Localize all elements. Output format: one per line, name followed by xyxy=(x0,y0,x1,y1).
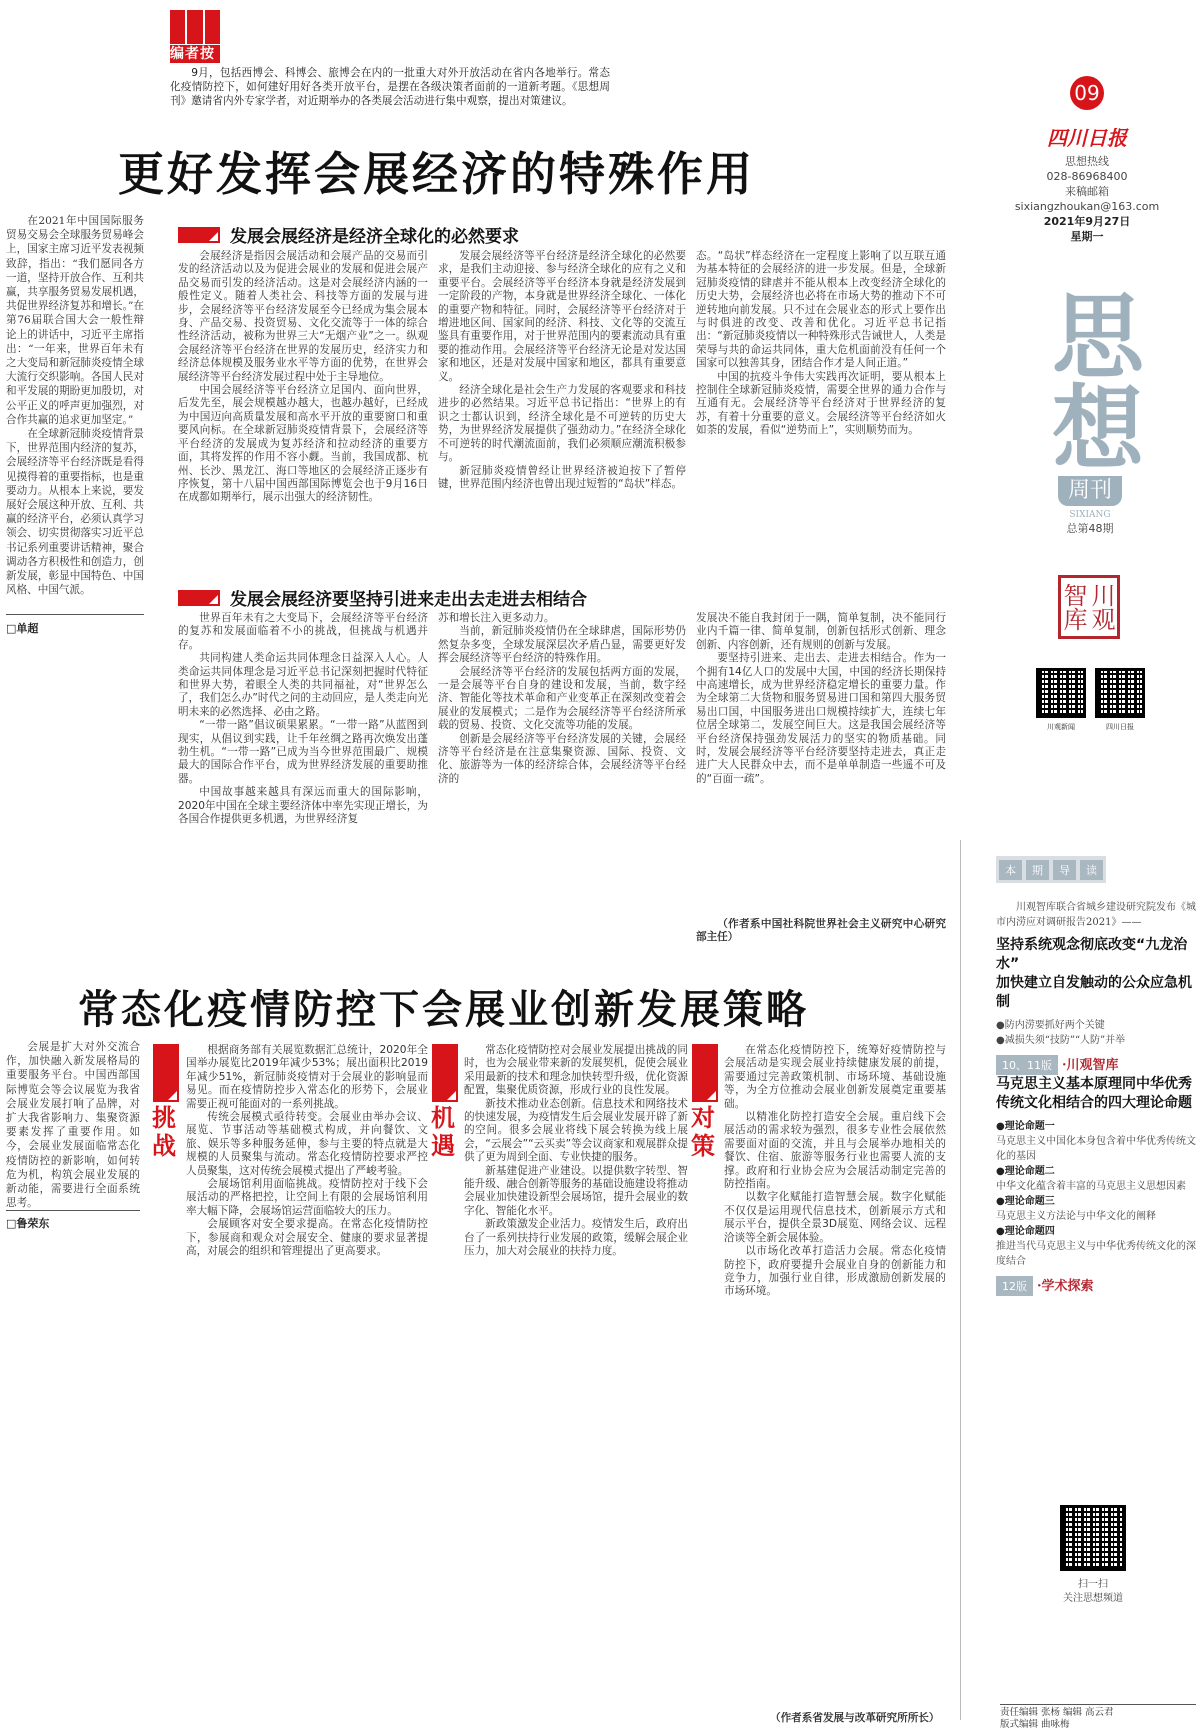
point-label: ●理论命题四 xyxy=(996,1226,1055,1237)
heading-marker xyxy=(178,590,220,606)
bullet: ●防内涝要抓好两个关键 xyxy=(996,1020,1105,1031)
point-text: 推进当代马克思主义与中华优秀传统文化的深度结合 xyxy=(996,1241,1196,1267)
intro-paragraph: 在2021年中国国际服务贸易交易会全球服务贸易峰会上，国家主席习近平发表视频致辞，指出：“我们愿同各方一道，坚持开放合作、互利共赢，共享服务贸易发展机遇，共促世界经济复苏和增长。”在第76届联合国大会一般性辩论上的讲话中，习近平主席指出：“一年来，世界百年未有之大变局和新冠肺炎疫情全球大流行交织影响。各国人民对和平发展的期盼更加殷切，对公平正义的呼声更加强烈，对合作共赢的追求更加坚定。” xyxy=(6,215,144,426)
opportunity-column xyxy=(464,1044,688,1694)
paragraph: 新技术推动业态创新。信息技术和网络技术的快速发展，为疫情发生后会展业发展开辟了新的空间。很多会展业将线下展会转换为线上展会，“云展会”“云买卖”等会议商家和观展群众提供了更为周到全面、专业快捷的服务。 xyxy=(464,1097,688,1164)
column-logo xyxy=(1035,280,1145,536)
section2-col1 xyxy=(178,612,428,938)
section1-col3 xyxy=(696,250,946,580)
qr-label-2: 四川日报 xyxy=(1106,723,1134,731)
paragraph: “一带一路”倡议硕果累累。“一带一路”从蓝图到现实，从倡议到实践，让千年丝绸之路再次焕发出蓬勃生机。“一带一路”已成为当今世界范围最广、规模最大的国际合作平台，成为世界经济发展的重要助推器。 xyxy=(178,719,428,785)
editors-line: 版式编辑 曲咏梅 xyxy=(1000,1719,1070,1730)
article2-intro xyxy=(6,1040,140,1210)
article2-byline: （作者系省发展与改革研究所所长） xyxy=(770,1712,940,1724)
paragraph: 经济全球化是社会生产力发展的客观要求和科技进步的必然结果。习近平总书记指出：“世界上的有识之士都认识到，经济全球化是不可逆转的历史大势，为世界经济发展提供了强劲动力。”在经济全球化不可逆转的时代潮流面前，我们必须顺应潮流积极参与。 xyxy=(438,384,686,464)
guide-title-line: 坚持系统观念彻底改变“九龙治水” xyxy=(996,937,1188,972)
guide-char: 导 xyxy=(1053,860,1076,880)
page-badge: 12版 xyxy=(996,1276,1033,1296)
tag-opportunity: 机遇 xyxy=(431,1103,455,1160)
guide-char: 本 xyxy=(999,860,1022,880)
divider xyxy=(6,614,144,615)
paragraph: 会展经济等平台经济的发展包括两方面的发展，一是会展等平台自身的建设和发展，当前，数字经济、智能化等技术革命和产业变革正在深刻改变着会展业的发展模式；二是作为会展经济等平台经济所承载的贸易、投资、文化交流等功能的发展。 xyxy=(438,665,686,732)
qr-caption xyxy=(1040,1578,1146,1606)
point-text: 马克思主义中国化本身包含着中华优秀传统文化的基因 xyxy=(996,1136,1196,1162)
paragraph: 常态化疫情防控对会展业发展提出挑战的同时，也为会展业带来新的发展契机，促使会展业采用最新的技术和理念加快转型升级，优化资源配置，集聚优质资源，形成行业的良性发展。 xyxy=(464,1044,688,1097)
paragraph: 苏和增长注入更多动力。 xyxy=(438,612,555,624)
paragraph: 要坚持引进来、走出去、走进去相结合。作为一个拥有14亿人口的发展中大国，中国的经济长期保持中高速增长，成为世界经济稳定增长的重要力量。作为全球第二大货物和服务贸易进口国和第四大服务贸易出口国，中国服务进出口规模持续扩大，连续七年位居全球第二，发展空间巨大。这是我国会展经济等平台经济保持强劲发展活力的坚实的物质基础。同时，发展会展经济等平台经济要坚持走进去，真正走进广大人民群众中去，而不是单单制造一些遥不可及的“百面一疏”。 xyxy=(696,652,946,785)
column-subtitle: 周刊 xyxy=(1058,476,1122,506)
guide-item-1[interactable] xyxy=(996,900,1196,1075)
paragraph: 传统会展模式亟待转变。会展业由举办会议、展览、节事活动等基础模式构成，并向餐饮、文旅、娱乐等多种服务延伸，参与主要的特点就是大规模的人员聚集与流动。常态化疫情防控要求严控人员聚集，这对传统会展模式提出了严峻考验。 xyxy=(186,1111,428,1177)
section2-col2 xyxy=(438,612,686,938)
kicker: 川观智库联合省城乡建设研究院发布《城市内涝应对调研报告2021》—— xyxy=(996,902,1196,928)
article2-author: □鲁荣东 xyxy=(6,1217,50,1230)
qr-code-2 xyxy=(1095,668,1145,718)
paragraph: 会展是扩大对外交流合作，加快融入新发展格局的重要服务平台。中国西部国际博览会等会议展览为我省会展业发展打响了品牌，对扩大我省影响力、集聚资源要素发挥了重要作用。如今，会展业发展面临常态化疫情防控的新影响，如何转危为机，构筑会展业发展的新动能，需要进行全面系统思考。 xyxy=(6,1041,140,1210)
weekday: 星期一 xyxy=(1070,230,1104,243)
section-name: ·学术探索 xyxy=(1037,1279,1094,1294)
paragraph: 中国故事越来越具有深远而重大的国际影响，2020年中国在全球主要经济体中率先实现正增长，为各国合作提供更多机遇，为世界经济复 xyxy=(178,786,428,826)
strategy-column xyxy=(724,1044,946,1684)
paragraph: 共同构建人类命运共同体理念日益深入人心。人类命运共同体理念是习近平总书记深刻把握时代特征和世界大势，着眼全人类的共同福祉，对“世界怎么了，我们怎么办”时代之问的主动回应，是人类走向光明未来的必然选择、必由之路。 xyxy=(178,652,428,718)
point-label: ●理论命题二 xyxy=(996,1166,1055,1177)
paragraph: 会展场馆利用面临挑战。疫情防控对于线下会展活动的严格把控，让空间上有限的会展场馆利用率大幅下降，会展场馆运营面临较大的压力。 xyxy=(186,1178,428,1217)
column-pinyin: SIXIANG xyxy=(1069,510,1111,520)
date: 2021年9月27日 xyxy=(1043,215,1131,228)
paragraph: 会展经济是指因会展活动和会展产品的交易而引发的经济活动以及为促进会展业的发展和促进会展产品交易而引发的经济活动。这是对会展经济内涵的一般性定义。随着人类社会、科技等方面的发展与进步，会展经济等平台经济发展至今已经成为集会展本身、产品交易、投资贸易、文化交流等于一体的综合性经济活动，被称为世界三大“无烟产业”之一。纵观会展经济等平台经济在世界的发展历史，经济实力和经济总体规模及服务业水平等方面的优势，在世界会展经济等平台经济发展过程中处于主导地位。 xyxy=(178,250,428,383)
section2-heading-text: 发展会展经济要坚持引进来走出去走进去相结合 xyxy=(230,590,587,610)
paragraph: 以数字化赋能打造智慧会展。数字化赋能不仅仅是运用现代信息技术，创新展示方式和展示平台，提供全景3D展览、网络会议、远程洽谈等全新会展体验。 xyxy=(724,1191,946,1244)
contact-info xyxy=(990,154,1184,244)
article2-title: 常态化疫情防控下会展业创新发展策略 xyxy=(78,987,809,1033)
paragraph: 世界百年未有之大变局下，会展经济等平台经济的复苏和发展面临着不小的挑战，但挑战与机遇并存。 xyxy=(178,612,428,651)
guide-title-line: 马克思主义基本原理同中华优秀 xyxy=(996,1076,1192,1092)
paragraph: 会展顾客对安全要求提高。在常态化疫情防控下，参展商和观众对会展安全、健康的要求显著提高，对展会的组织和管理提出了更高要求。 xyxy=(186,1218,428,1258)
email: sixiangzhoukan@163.com xyxy=(1014,200,1160,213)
hotline: 028-86968400 xyxy=(1046,170,1128,183)
editor-note: 9月，包括西博会、科博会、旅博会在内的一批重大对外开放活动在省内各地举行。常态化疫情防控下，如何建好用好各类开放平台，是摆在各级决策者面前的一道新考题。《思想周刊》邀请省内外专家学者，对近期举办的各类展会活动进行集中观察，提出对策建议。 xyxy=(170,67,610,107)
section-name: ·川观智库 xyxy=(1062,1058,1119,1073)
section1-heading-text: 发展会展经济是经济全球化的必然要求 xyxy=(230,227,519,247)
section1-col2 xyxy=(438,250,686,580)
paragraph: 新政策激发企业活力。疫情发生后，政府出台了一系列扶持行业发展的政策，缓解会展企业压力，加大对会展业的扶持力度。 xyxy=(464,1218,688,1258)
section2-heading xyxy=(178,585,587,610)
tag-block xyxy=(153,1044,179,1102)
paragraph: 根据商务部有关展览数据汇总统计，2020年全国举办展览比2019年减少53%；展出面积比2019年减少51%，新冠肺炎疫情对于会展业的影响显而易见。而在疫情防控步入常态化的形势下，会展业需要正视可能面对的一系列挑战。 xyxy=(186,1044,428,1110)
paragraph: 新基建促进产业建设。以提供数字转型、智能升级、融合创新等服务的基础设施建设将推动会展业加快建设新型会展场馆，提升会展业的数字化、智能化水平。 xyxy=(464,1164,688,1217)
paragraph: 发展决不能自我封闭于一隅，简单复制，决不能同行业内千篇一律、简单复制，创新包括形式创新、理念创新、内容创新，还有规则的创新与发展。 xyxy=(696,612,946,651)
sidebar-divider xyxy=(960,840,961,1720)
tag-challenge: 挑战 xyxy=(152,1103,176,1160)
tag-block xyxy=(432,1044,458,1102)
paragraph: 当前，新冠肺炎疫情仍在全球肆虐，国际形势仍然复杂多变，全球发展深层次矛盾凸显，需要更好发挥会展经济等平台经济的特殊作用。 xyxy=(438,625,686,665)
point-text: 马克思主义方法论与中华文化的阐释 xyxy=(996,1211,1156,1222)
tag-strategy: 对策 xyxy=(691,1103,715,1160)
divider xyxy=(1000,1704,1196,1705)
seal-logo: 川观智库 xyxy=(1058,575,1120,639)
qr-label-1: 川观新闻 xyxy=(1047,723,1075,731)
article1-title: 更好发挥会展经济的特殊作用 xyxy=(118,147,755,201)
qr-caption-line: 关注思想频道 xyxy=(1063,1593,1123,1604)
section1-heading xyxy=(178,222,519,247)
article1-author: □单超 xyxy=(6,622,39,635)
challenge-column xyxy=(186,1044,428,1694)
section2-col3 xyxy=(696,612,946,912)
page-number-badge: 09 xyxy=(1070,76,1104,110)
guide-title-line: 传统文化相结合的四大理论命题 xyxy=(996,1095,1192,1111)
paragraph: 发展会展经济等平台经济是经济全球化的必然要求，是我们主动迎接、参与经济全球化的应有之义和重要平台。会展经济等平台经济本身就是经济发展到一定阶段的产物，本身就是世界经济全球化、一体化的重要产物和特征。同时，会展经济等平台经济对于增进地区间、国家间的经济、科技、文化等的交流互鉴具有重要作用，对于世界范围内的要素流动具有重要的推动作用。会展经济等平台经济无论是对发达国家和地区，还是对发展中国家和地区，都具有重要意义。 xyxy=(438,250,686,383)
tag-block xyxy=(692,1044,718,1102)
point-label: ●理论命题一 xyxy=(996,1121,1055,1132)
bullet: ●减损失须“技防”“人防”并举 xyxy=(996,1035,1126,1046)
paragraph: 以市场化改革打造活力会展。常态化疫情防控下，政府要提升会展业自身的创新能力和竞争力，加强行业自律，形成激励创新发展的市场环境。 xyxy=(724,1245,946,1298)
point-text: 中华文化蕴含着丰富的马克思主义思想因素 xyxy=(996,1181,1186,1192)
issue-number: 总第48期 xyxy=(1066,522,1114,535)
paragraph: 在常态化疫情防控下，统筹好疫情防控与会展活动是实现会展业持续健康发展的前提，需要通过完善政策机制、市场环境、基础设施等，为全方位推动会展业创新发展奠定重要基础。 xyxy=(724,1044,946,1110)
column-title: 思想 xyxy=(1037,288,1144,472)
paragraph: 态。“岛状”样态经济在一定程度上影响了以互联互通为基本特征的会展经济的进一步发展。但是，全球新冠肺炎疫情的肆虐并不能从根本上改变经济全球化的历史大势，会展经济也必将在市场大势的推动下不可逆转地向前发展。只不过在会展业态的形式上要作出与时俱进的改变、改善和优化。习近平总书记指出：“新冠肺炎疫情以一种特殊形式告诫世人，人类是荣辱与共的命运共同体，重大危机面前没有任何一个国家可以独善其身，团结合作才是人间正道。” xyxy=(696,250,946,370)
paragraph: 中国会展经济等平台经济立足国内、面向世界，后发先至，展会规模越办越大，也越办越好，已经成为中国迈向高质量发展和高水平开放的重要窗口和重要风向标。在全球新冠肺炎疫情背景下，会展经济等平台经济的发展成为复苏经济和拉动经济的重要方面，其将发挥的作用不容小觑。当前，我国成都、杭州、长沙、黑龙江、海口等地区的会展经济正逐步有序恢复，第十八届中国西部国际博览会也于9月16日在成都如期举行，展示出强大的经济韧性。 xyxy=(178,384,428,504)
editor-note-label: 编者按 xyxy=(170,45,220,63)
editors xyxy=(1000,1707,1114,1731)
qr-code-1 xyxy=(1036,668,1086,718)
hotline-label: 思想热线 xyxy=(1065,155,1109,168)
qr-caption-line: 扫一扫 xyxy=(1078,1579,1108,1590)
qr-code-channel xyxy=(1060,1505,1126,1571)
paragraph: 以精准化防控打造安全会展。重启线下会展活动的需求较为强烈，很多专业性会展依然需要面对面的交流，并且与会展举办地相关的餐饮、住宿、旅游等服务行业也需要人流的支撑。政府和行业协会应为会展活动制定完善的防控指南。 xyxy=(724,1111,946,1191)
guide-char: 读 xyxy=(1080,860,1103,880)
section1-col1 xyxy=(178,250,428,580)
guide-title-line: 加快建立自发触动的公众应急机制 xyxy=(996,975,1192,1010)
page-badge: 10、11版 xyxy=(996,1055,1058,1075)
intro-paragraph: 在全球新冠肺炎疫情背景下，世界范围内经济的复苏，会展经济等平台经济既是看得见摸得着的重要指标，也是重要动力。从根本上来说，要发展好会展这种开放、互利、共赢的经济平台，必须认真学习领会、切实贯彻落实习近平总书记系列重要讲话精神，聚合调动各方积极性和创造力，创新发展，彰显中国特色、中国风格、中国气派。 xyxy=(6,428,144,597)
email-label: 来稿邮箱 xyxy=(1065,185,1109,198)
paragraph: 创新是会展经济等平台经济发展的关键，会展经济等平台经济是在注意集聚资源、国际、投资、文化、旅游等为一体的经济综合体，会展经济等平台经济的 xyxy=(438,732,686,785)
paragraph: 中国的抗疫斗争伟大实践再次证明，要从根本上控制住全球新冠肺炎疫情，需要全世界的通力合作与互通有无。会展经济等平台经济对于世界经济的复苏，有着十分重要的意义。会展经济等平台经济如火如荼的发展，看似“逆势而上”，实则顺势而为。 xyxy=(696,370,946,437)
paper-logo: 四川日报 xyxy=(1047,126,1127,150)
editor-note-logo xyxy=(170,10,220,62)
guide-label xyxy=(996,856,1106,883)
guide-item-2[interactable] xyxy=(996,1075,1196,1296)
heading-marker xyxy=(178,227,220,243)
paragraph: 新冠肺炎疫情曾经让世界经济被迫按下了暂停键，世界范围内经济也曾出现过短暂的“岛状”样态。 xyxy=(438,464,686,490)
point-label: ●理论命题三 xyxy=(996,1196,1055,1207)
divider xyxy=(6,1210,140,1211)
guide-char: 期 xyxy=(1026,860,1049,880)
article1-byline: （作者系中国社科院世界社会主义研究中心研究部主任） xyxy=(696,918,946,944)
editors-line: 责任编辑 张杨 编辑 高云君 xyxy=(1000,1707,1114,1718)
article1-intro xyxy=(6,214,144,614)
